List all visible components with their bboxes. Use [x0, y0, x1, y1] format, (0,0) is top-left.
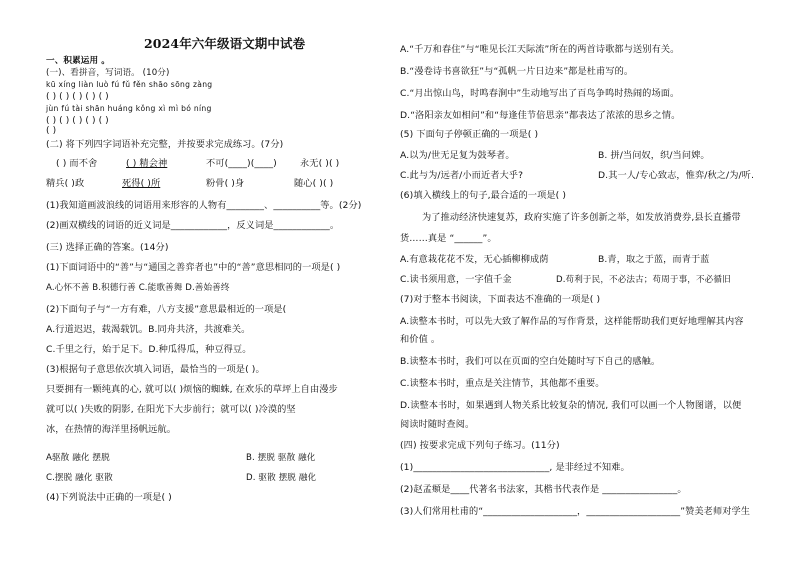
- question-6-option-a: A.有意栽花花不发，无心插柳柳成荫: [400, 254, 549, 265]
- option-d: D.“洛阳亲友如相问”和“每逢佳节倍思亲”都表达了浓浓的思乡之情。: [400, 110, 681, 121]
- question-7-option-c: C.读整本书时，重点是关注情节，其他都不重要。: [400, 378, 605, 389]
- question-1-header: (一)、看拼音，写词语。 (10分): [46, 68, 170, 78]
- question-7-option-a-line-2: 和价值 。: [400, 334, 441, 345]
- idiom-blank: 永无( )( ): [300, 158, 340, 169]
- answer-parens-row-3: ( ): [46, 126, 57, 136]
- question-7: (7)对于整本书阅读，下面表达不准确的一项是( ): [400, 294, 601, 305]
- question-5-option-c: C.此与为/远者/小而近者大乎?: [400, 170, 524, 181]
- question-2-header: (二) 将下列四字词语补充完整，并按要求完成练习。(7分): [46, 139, 284, 150]
- idiom-blank: 随心( )( ): [294, 178, 334, 189]
- idiom-blank: 粉骨( )身: [206, 178, 245, 189]
- question-3-header: (三) 选择正确的答案。(14分): [46, 242, 169, 253]
- question-6-option-b: B.青，取之于蓝，而青于蓝: [598, 254, 710, 265]
- option-c: C.“月出惊山鸟，时鸣春涧中”生动地写出了百鸟争鸣时热闹的场面。: [400, 88, 680, 99]
- pinyin-row-1: kū xíng liàn luò fú fǔ fěn shāo sōng zàng: [46, 80, 213, 89]
- question-5-option-a: A.以为/世无足复为鼓琴者。: [400, 150, 515, 161]
- question-3-2-option-ab: A.行道迟迟，载渴载饥。B.同舟共济，共渡难关。: [46, 324, 251, 335]
- question-7-option-a-line-1: A.读整本书时，可以先大致了解作品的写作背景，这样能帮助我们更好地理解其内容: [400, 316, 744, 327]
- question-4-header: (四) 按要求完成下列句子练习。(11分): [400, 440, 560, 451]
- question-3-3-option-d: D. 驱散 摆脱 融化: [246, 473, 317, 483]
- question-7-option-d-line-1: D.读整本书时，如果遇到人物关系比较复杂的情况, 我们可以画一个人物图谱，以便: [400, 400, 742, 411]
- idiom-fill-row-2: [46, 178, 386, 190]
- question-3-2: (2)下面句子与“一方有难，八方支援”意思最相近的一项是(: [46, 304, 287, 315]
- question-3-2-option-cd: C.千里之行，始于足下。D.种瓜得瓜，种豆得豆。: [46, 344, 252, 355]
- idiom-fill-row-1: [46, 158, 386, 170]
- idiom-blank: ( ) 而不舍: [56, 158, 98, 169]
- question-4-1: (1)_____________________________, 是非经过不知难。: [400, 462, 630, 473]
- question-7-option-b: B.读整本书时，我们可以在页面的空白处随时写下自己的感触。: [400, 356, 661, 367]
- question-3-3-option-a: A驱散 融化 摆脱: [46, 453, 110, 463]
- question-3-3-option-c: C.摆脱 融化 驱散: [46, 473, 113, 483]
- question-7-option-d-line-2: 阅读时随时查阅。: [400, 419, 475, 430]
- question-6-passage-2: 货……真是 “______”。: [400, 233, 497, 244]
- question-4-3: (3)人们常用杜甫的“____________________，____________________”赞美老师对学生: [400, 506, 751, 517]
- question-6-passage-1: 为了推动经济快速复苏，政府实施了许多创新之举，如发放消费券,县长直播带: [422, 212, 741, 223]
- passage-line-1: 只要拥有一颗纯真的心, 就可以( )烦恼的蜘蛛, 在欢乐的草坪上自由漫步: [46, 384, 338, 395]
- idiom-blank-double: 死得( )所: [122, 178, 161, 189]
- question-6-option-d: D.苟利于民，不必法古；苟周于事，不必循旧: [556, 275, 731, 285]
- question-3-1: (1)下面词语中的“善”与“通国之善弈者也”中的“善”意思相同的一项是( ): [46, 262, 341, 273]
- option-b: B.“漫卷诗书喜欲狂”与“孤帆一片日边来”都是杜甫写的。: [400, 66, 634, 77]
- section-heading: 一、积累运用 。: [46, 56, 110, 66]
- question-5-option-d: D.其一人/专心致志，惟弈/秋之/为/听.: [598, 170, 755, 181]
- idiom-blank-wavy: ( ) 精会神: [126, 158, 168, 169]
- question-3-3-option-b: B. 摆脱 驱散 融化: [246, 453, 316, 463]
- option-a: A.“千万和春住”与“唯见长江天际流”所在的两首诗歌都与送别有关。: [400, 44, 680, 55]
- exam-title: 2024年六年级语文期中试卷: [144, 36, 306, 51]
- answer-parens-row-1: ( ) ( ) ( ) ( ) ( ): [46, 92, 109, 102]
- idiom-blank: 不可(____)(____): [206, 158, 277, 169]
- question-3-1-options: A.心怀不善 B.积德行善 C.能歌善舞 D.善始善终: [46, 283, 230, 293]
- question-2-2: (2)画双横线的词语的近义词是____________，反义词是____________。: [46, 220, 340, 231]
- question-3-4: (4)下列说法中正确的一项是( ): [46, 492, 172, 503]
- question-4-2: (2)赵孟頫是____代著名书法家，其楷书代表作是 ________________。: [400, 484, 687, 495]
- passage-line-3: 冰，在热情的海洋里扬帆远航。: [46, 424, 177, 435]
- question-2-1: (1)我知道画波浪线的词语用来形容的人物有________、__________等。(2分): [46, 200, 362, 211]
- question-6: (6)填入横线上的句子,最合适的一项是( ): [400, 190, 567, 201]
- passage-line-2: 就可以( )失败的阴影, 在阳光下大步前行；就可以( )冷漠的坚: [46, 404, 296, 415]
- question-3-3: (3)根据句子意思依次填入词语，最恰当的一项是( )。: [46, 364, 265, 375]
- question-5-option-b: B. 拼/当问奴，织/当问婢。: [598, 150, 710, 161]
- pinyin-row-2: jùn fú tài shān huáng kǒng xì mì bó níng: [46, 104, 212, 113]
- answer-parens-row-2: ( ) ( ) ( ) ( ) ( ): [46, 116, 109, 126]
- idiom-blank: 精兵( )政: [46, 178, 85, 189]
- question-6-option-c: C.读书须用意，一字值千金: [400, 274, 512, 285]
- question-5: (5) 下面句子停顿正确的一项是( ): [400, 129, 539, 140]
